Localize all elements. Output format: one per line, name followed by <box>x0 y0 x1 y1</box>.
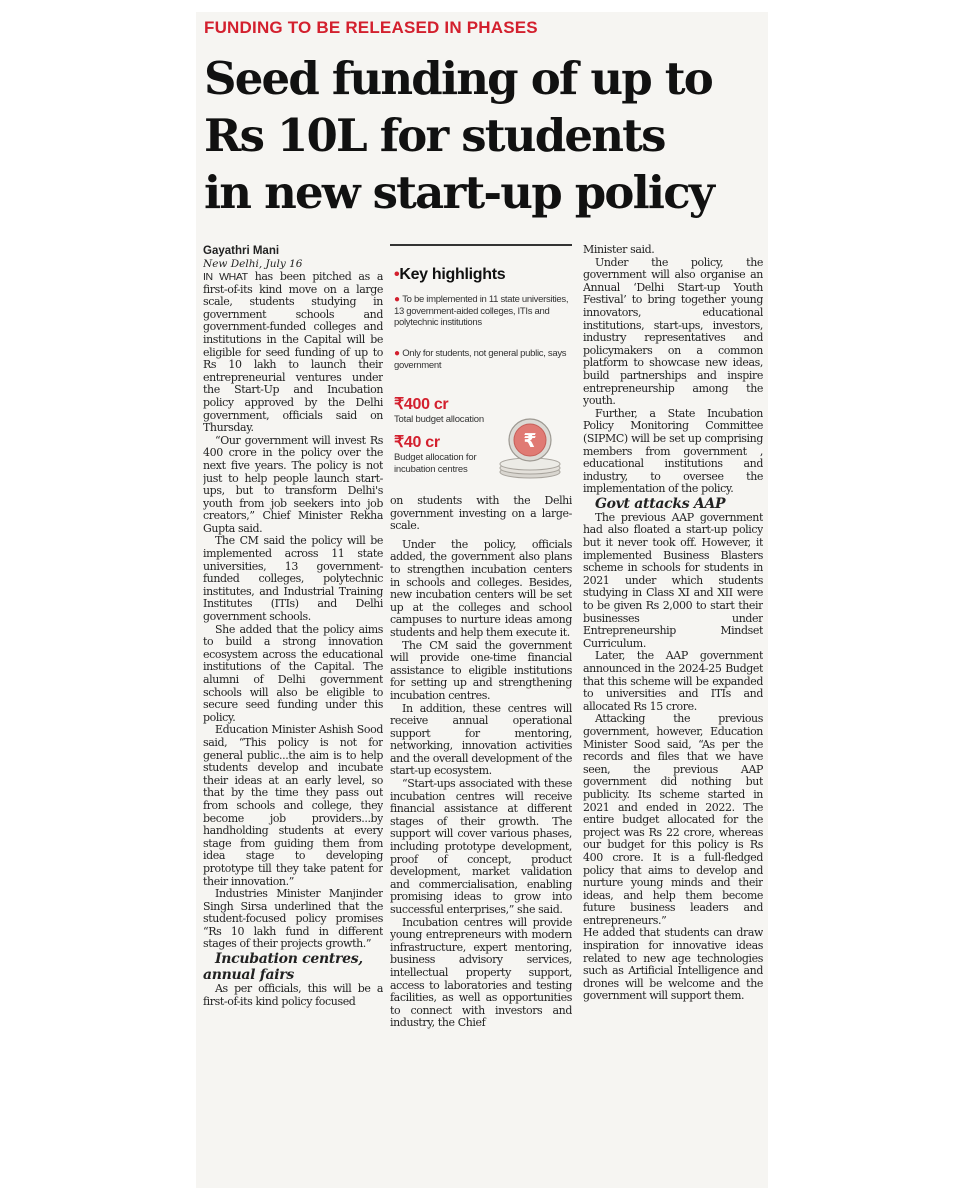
headline-line-2: Rs 10L for students <box>204 109 665 162</box>
headline <box>204 50 764 221</box>
bullet-dot-icon: ● <box>394 294 403 305</box>
paragraph: Minister said. <box>583 244 655 256</box>
paragraph: She added that the policy aims to build a strong innovation ecosystem across the educational institutions of the Capital. The alumni of Delhi government schools will also be eligible to secure seed funding under this policy. <box>203 622 383 724</box>
headline-line-3: in new start-up policy <box>204 166 714 219</box>
paragraph: Under the policy, officials added, the government also plans to strengthen incubation centers in schools and colleges. Besides, new incubation centers will be set up at the colleges and school campuses to nurture ideas among students and help them execute it. <box>390 537 572 639</box>
paragraph-text: has been pitched as a first-of-its kind move on a large scale, students studying in government schools and government-funded colleges and institutions in the Capital will be eligible for seed funding of up to Rs 10 lakh to launch their entrepreneurial ventures under the Start-Up and Incubation policy approved by the Delhi government, officials said on Thursday. <box>203 270 383 435</box>
highlights-title-text: Key highlights <box>399 266 506 283</box>
article-column-2 <box>390 495 572 1187</box>
byline-name: Gayathri Mani <box>203 245 280 257</box>
box-top-rule <box>390 244 572 246</box>
bullet-dot-icon: ● <box>394 348 403 359</box>
highlight-bullet-text: To be implemented in 11 state universities, 13 government-aided colleges, ITIs and polytechnic institutions <box>394 294 569 328</box>
coin-stack-icon <box>498 416 566 480</box>
paragraph: He added that students can draw inspiration for innovative ideas related to new age technologies such as Artificial Intelligence and drones will be welcome and the government will support them. <box>583 926 763 1003</box>
lead-caps: IN WHAT <box>203 271 248 283</box>
kicker: FUNDING TO BE RELEASED IN PHASES <box>204 18 538 37</box>
bullet-dot-icon: • <box>394 266 400 283</box>
article-column-1 <box>203 244 383 1186</box>
paragraph: “Our government will invest Rs 400 crore in the policy over the next five years. The policy is not just to help people launch start-ups, but to transform Delhi's youth from job seekers into job creators,” Chief Minister Rekha Gupta said. <box>203 433 383 535</box>
paragraph: Later, the AAP government announced in the 2024-25 Budget that this scheme will be expanded to universities and ITIs and allocated Rs 15 crore. <box>583 649 763 713</box>
paragraph: Industries Minister Manjinder Singh Sirsa underlined that the student-focused policy promises “Rs 10 lakh fund in different stages of their projects growth.” <box>203 887 383 951</box>
highlights-title <box>394 266 505 284</box>
article-column-3 <box>583 244 763 1186</box>
paragraph: Education Minister Ashish Sood said, “This policy is not for general public...the aim is to help students develop and incubate their ideas at an early level, so that by the time they pass out from schools and college, they become job providers...by handholding students at every stage from guiding them from idea stage to developing prototype till they take patent for their innovation.” <box>203 723 383 888</box>
paragraph: Under the policy, the government will also organise an Annual ‘Delhi Start-up Youth Festival’ to bring together young innovators, educational institutions, start-ups, investors, industry representatives and policymakers on a common platform to showcase new ideas, build partnerships and inspire entrepreneurship among the youth. <box>583 255 763 408</box>
amount-incubation-label: Budget allocation for incubation centres <box>394 452 477 475</box>
newspaper-clipping <box>196 12 768 1188</box>
key-highlights-box <box>390 244 572 488</box>
subhead-govt-attacks: Govt attacks AAP <box>595 495 726 512</box>
paragraph: The previous AAP government had also floated a start-up policy but it never took off. However, it implemented Business Blasters scheme in schools for students in 2021 under which students studying in Class XI and XII were to be given Rs 2,000 to start their businesses under Entrepreneurship Mindset Curriculum. <box>583 510 763 650</box>
amount-incubation: ₹40 cr <box>394 434 440 451</box>
paragraph: Incubation centres will provide young entrepreneurs with modern infrastructure, expert mentoring, business advisory services, intellectual property support, access to laboratories and testing facilities, as well as opportunities to connect with investors and industry, the Chief <box>390 915 572 1030</box>
paragraph: As per officials, this will be a first-of-its kind policy focused <box>203 982 383 1008</box>
highlight-bullet-text: Only for students, not general public, says government <box>394 348 567 371</box>
paragraph: “Start-ups associated with these incubation centres will receive financial assistance at different stages of their growth. The support will cover various phases, including prototype development, proof of concept, product development, market validation and commercialisation, enabling promising ideas to grow into successful enterprises,” she said. <box>390 777 572 916</box>
byline-place: New Delhi, July 16 <box>203 258 303 270</box>
paragraph: The CM said the policy will be implemented across 11 state universities, 13 government-funded colleges, polytechnic institutes, and Industrial Training Institutes (ITIs) and Delhi government schools. <box>203 534 383 624</box>
paragraph: The CM said the government will provide one-time financial assistance to eligible institutions for setting up and strengthening incubation centres. <box>390 638 572 702</box>
headline-line-1: Seed funding of up to <box>204 52 712 105</box>
paragraph: Further, a State Incubation Policy Monitoring Committee (SIPMC) will be set up comprising members from government , educational institutions and industry, to oversee the implementation of the policy. <box>583 406 763 496</box>
rupee-symbol: ₹ <box>523 430 537 452</box>
highlight-bullet <box>394 294 570 329</box>
highlight-bullet <box>394 348 570 371</box>
paragraph: on students with the Delhi government investing on a large-scale. <box>390 495 572 533</box>
subhead-incubation: Incubation centres, annual fairs <box>203 951 363 984</box>
paragraph <box>203 271 383 435</box>
amount-total: ₹400 cr <box>394 396 449 413</box>
paragraph: Attacking the previous government, however, Education Minister Sood said, “As per the records and files that we have seen, the previous AAP government did nothing but publicity. Its scheme started in 2021 and ended in 2022. The entire budget allocated for the project was Rs 22 crore, whereas our budget for this policy is Rs 400 crore. It is a full-fledged policy that aims to develop and nurture young minds and their ideas, and help them become future business leaders and entrepreneurs.” <box>583 712 763 927</box>
paragraph: In addition, these centres will receive annual operational support for mentoring, networking, innovation activities and the overall development of the start-up ecosystem. <box>390 701 572 778</box>
amount-total-label: Total budget allocation <box>394 414 484 425</box>
